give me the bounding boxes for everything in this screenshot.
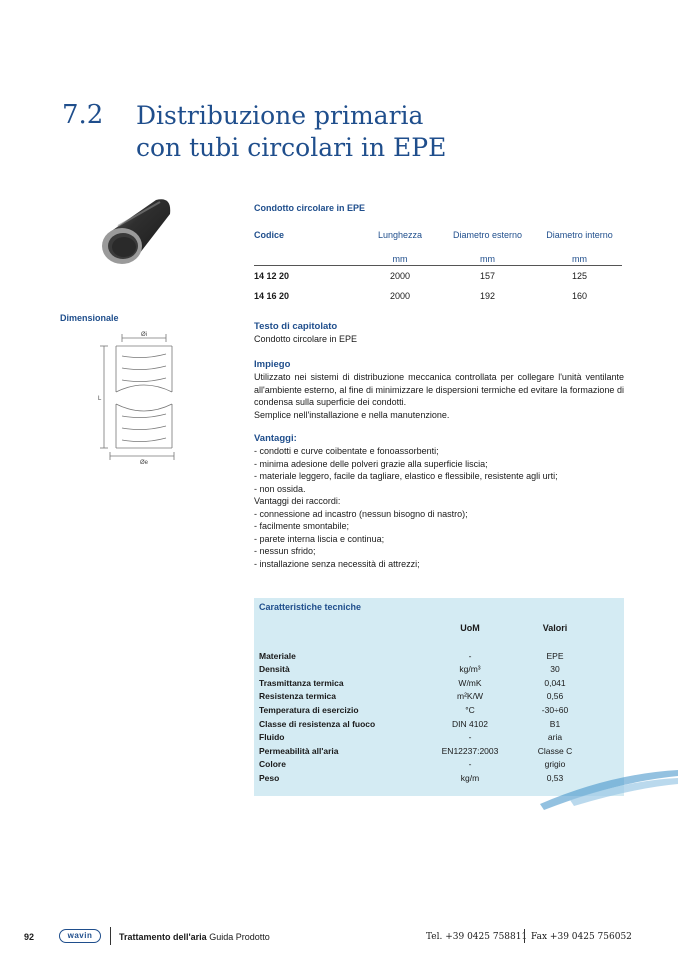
list-item: - non ossida. bbox=[254, 483, 306, 494]
capitolato-heading: Testo di capitolato bbox=[254, 321, 338, 332]
row1-diametro-interno: 125 bbox=[571, 271, 588, 281]
list-item: - connessione ad incastro (nessun bisogno di nastro); bbox=[254, 508, 468, 519]
row1-lunghezza: 2000 bbox=[389, 271, 411, 281]
list-item: - condotti e curve coibentate e fonoassorbenti; bbox=[254, 446, 439, 456]
tech-specs-title: Caratteristiche tecniche bbox=[259, 602, 362, 612]
tech-row-label: Temperatura di esercizio bbox=[259, 705, 359, 715]
tech-col-valori: Valori bbox=[542, 623, 568, 633]
list-item: - nessun sfrido; bbox=[254, 546, 316, 556]
tech-row-uom: W/mK bbox=[458, 678, 482, 688]
list-item: - minima adesione delle polveri grazie alla superficie liscia; bbox=[254, 458, 488, 469]
unit-diametro-interno: mm bbox=[572, 254, 587, 264]
dim-length: L bbox=[98, 396, 102, 402]
tech-row-uom: kg/m³ bbox=[459, 664, 481, 674]
tech-row-value: Classe C bbox=[537, 746, 573, 756]
tech-col-uom: UoM bbox=[460, 623, 480, 633]
dimensional-label: Dimensionale bbox=[60, 313, 119, 323]
tech-row-value: grigio bbox=[544, 759, 566, 769]
tech-row-label: Resistenza termica bbox=[259, 691, 337, 701]
tech-row-label: Permeabilità all'aria bbox=[259, 746, 339, 756]
impiego-text bbox=[254, 371, 624, 421]
tech-row-uom: - bbox=[468, 651, 472, 661]
decorative-swoosh bbox=[540, 770, 678, 830]
list-item: - parete interna liscia e continua; bbox=[254, 533, 385, 544]
capitolato-text: Condotto circolare in EPE bbox=[254, 334, 358, 344]
tech-row-value: 0,56 bbox=[546, 691, 564, 701]
row2-diametro-interno: 160 bbox=[571, 291, 588, 301]
tech-row-value: -30÷60 bbox=[541, 705, 569, 715]
tech-row-uom: - bbox=[468, 759, 472, 769]
list-item: - facilmente smontabile; bbox=[254, 521, 350, 531]
tech-row-uom: - bbox=[468, 732, 472, 742]
tech-row-value: EPE bbox=[546, 651, 564, 661]
row1-diametro-esterno: 157 bbox=[479, 271, 496, 281]
tech-row-label: Densità bbox=[259, 664, 290, 674]
impiego-heading: Impiego bbox=[254, 359, 291, 370]
footer-tel: Tel. +39 0425 758811 bbox=[426, 932, 528, 942]
section-title bbox=[136, 100, 446, 164]
page-number: 92 bbox=[24, 932, 35, 942]
section-title-line1: Distribuzione primaria bbox=[136, 101, 424, 130]
tech-row-label: Trasmittanza termica bbox=[259, 678, 344, 688]
vantaggi-list bbox=[254, 445, 626, 570]
tech-row-uom: m²K/W bbox=[457, 691, 483, 701]
raccordi-heading: Vantaggi dei raccordi: bbox=[254, 496, 341, 506]
tech-row-uom: °C bbox=[465, 705, 475, 715]
table-divider bbox=[254, 265, 622, 266]
dim-inner-diameter: Øi bbox=[141, 332, 147, 338]
footer-fax: Fax +39 0425 756052 bbox=[531, 932, 632, 942]
vantaggi-heading: Vantaggi: bbox=[254, 433, 297, 444]
tech-row-label: Peso bbox=[259, 773, 280, 783]
pipe-image bbox=[96, 196, 174, 272]
col-header-diametro-interno: Diametro interno bbox=[546, 230, 613, 240]
row2-lunghezza: 2000 bbox=[389, 291, 411, 301]
footer-title-bold: Trattamento dell'aria bbox=[119, 932, 207, 942]
tech-row-label: Fluido bbox=[259, 732, 285, 742]
tech-row-value: B1 bbox=[549, 719, 561, 729]
list-item: - installazione senza necessità di attrezzi; bbox=[254, 558, 420, 569]
section-title-line2: con tubi circolari in EPE bbox=[136, 133, 447, 162]
unit-lunghezza: mm bbox=[392, 254, 408, 264]
tech-row-value: aria bbox=[547, 732, 563, 742]
tech-row-value: 30 bbox=[550, 664, 560, 674]
col-header-diametro-esterno: Diametro esterno bbox=[452, 230, 523, 240]
tech-row-value: 0,53 bbox=[546, 773, 564, 783]
tech-row-label: Colore bbox=[259, 759, 286, 769]
wavin-logo: wavin bbox=[59, 929, 101, 943]
dimensional-drawing bbox=[96, 330, 178, 466]
impiego-paragraph: Utilizzato nei sistemi di distribuzione meccanica controllata per collegare l'unità ventilante all'ambiente esterno, al fine di minimizzare le dispersioni termiche ed evitare la formazione di condensa sulla superficie dei condotti. bbox=[254, 372, 624, 407]
col-header-lunghezza: Lunghezza bbox=[377, 230, 423, 240]
tech-row-uom: DIN 4102 bbox=[452, 719, 488, 729]
row1-code: 14 12 20 bbox=[254, 271, 290, 281]
footer-divider bbox=[110, 927, 111, 945]
tech-row-uom: EN12237:2003 bbox=[441, 746, 499, 756]
col-header-codice: Codice bbox=[254, 230, 285, 240]
section-number: 7.2 bbox=[62, 100, 104, 130]
product-table-title: Condotto circolare in EPE bbox=[254, 203, 366, 213]
row2-diametro-esterno: 192 bbox=[479, 291, 496, 301]
footer-title bbox=[119, 932, 270, 942]
tech-row-uom: kg/m bbox=[460, 773, 480, 783]
tech-row-label: Materiale bbox=[259, 651, 296, 661]
dim-outer-diameter: Øe bbox=[139, 460, 149, 466]
impiego-paragraph-2: Semplice nell'installazione e nella manutenzione. bbox=[254, 409, 450, 420]
tech-row-label: Classe di resistenza al fuoco bbox=[259, 719, 376, 729]
tech-row-value: 0,041 bbox=[544, 678, 566, 688]
unit-diametro-esterno: mm bbox=[480, 254, 495, 264]
footer-divider bbox=[524, 929, 525, 943]
list-item: - materiale leggero, facile da tagliare, elastico e flessibile, resistente agli urti; bbox=[254, 471, 558, 481]
footer-title-rest: Guida Prodotto bbox=[209, 932, 270, 942]
row2-code: 14 16 20 bbox=[254, 291, 290, 301]
